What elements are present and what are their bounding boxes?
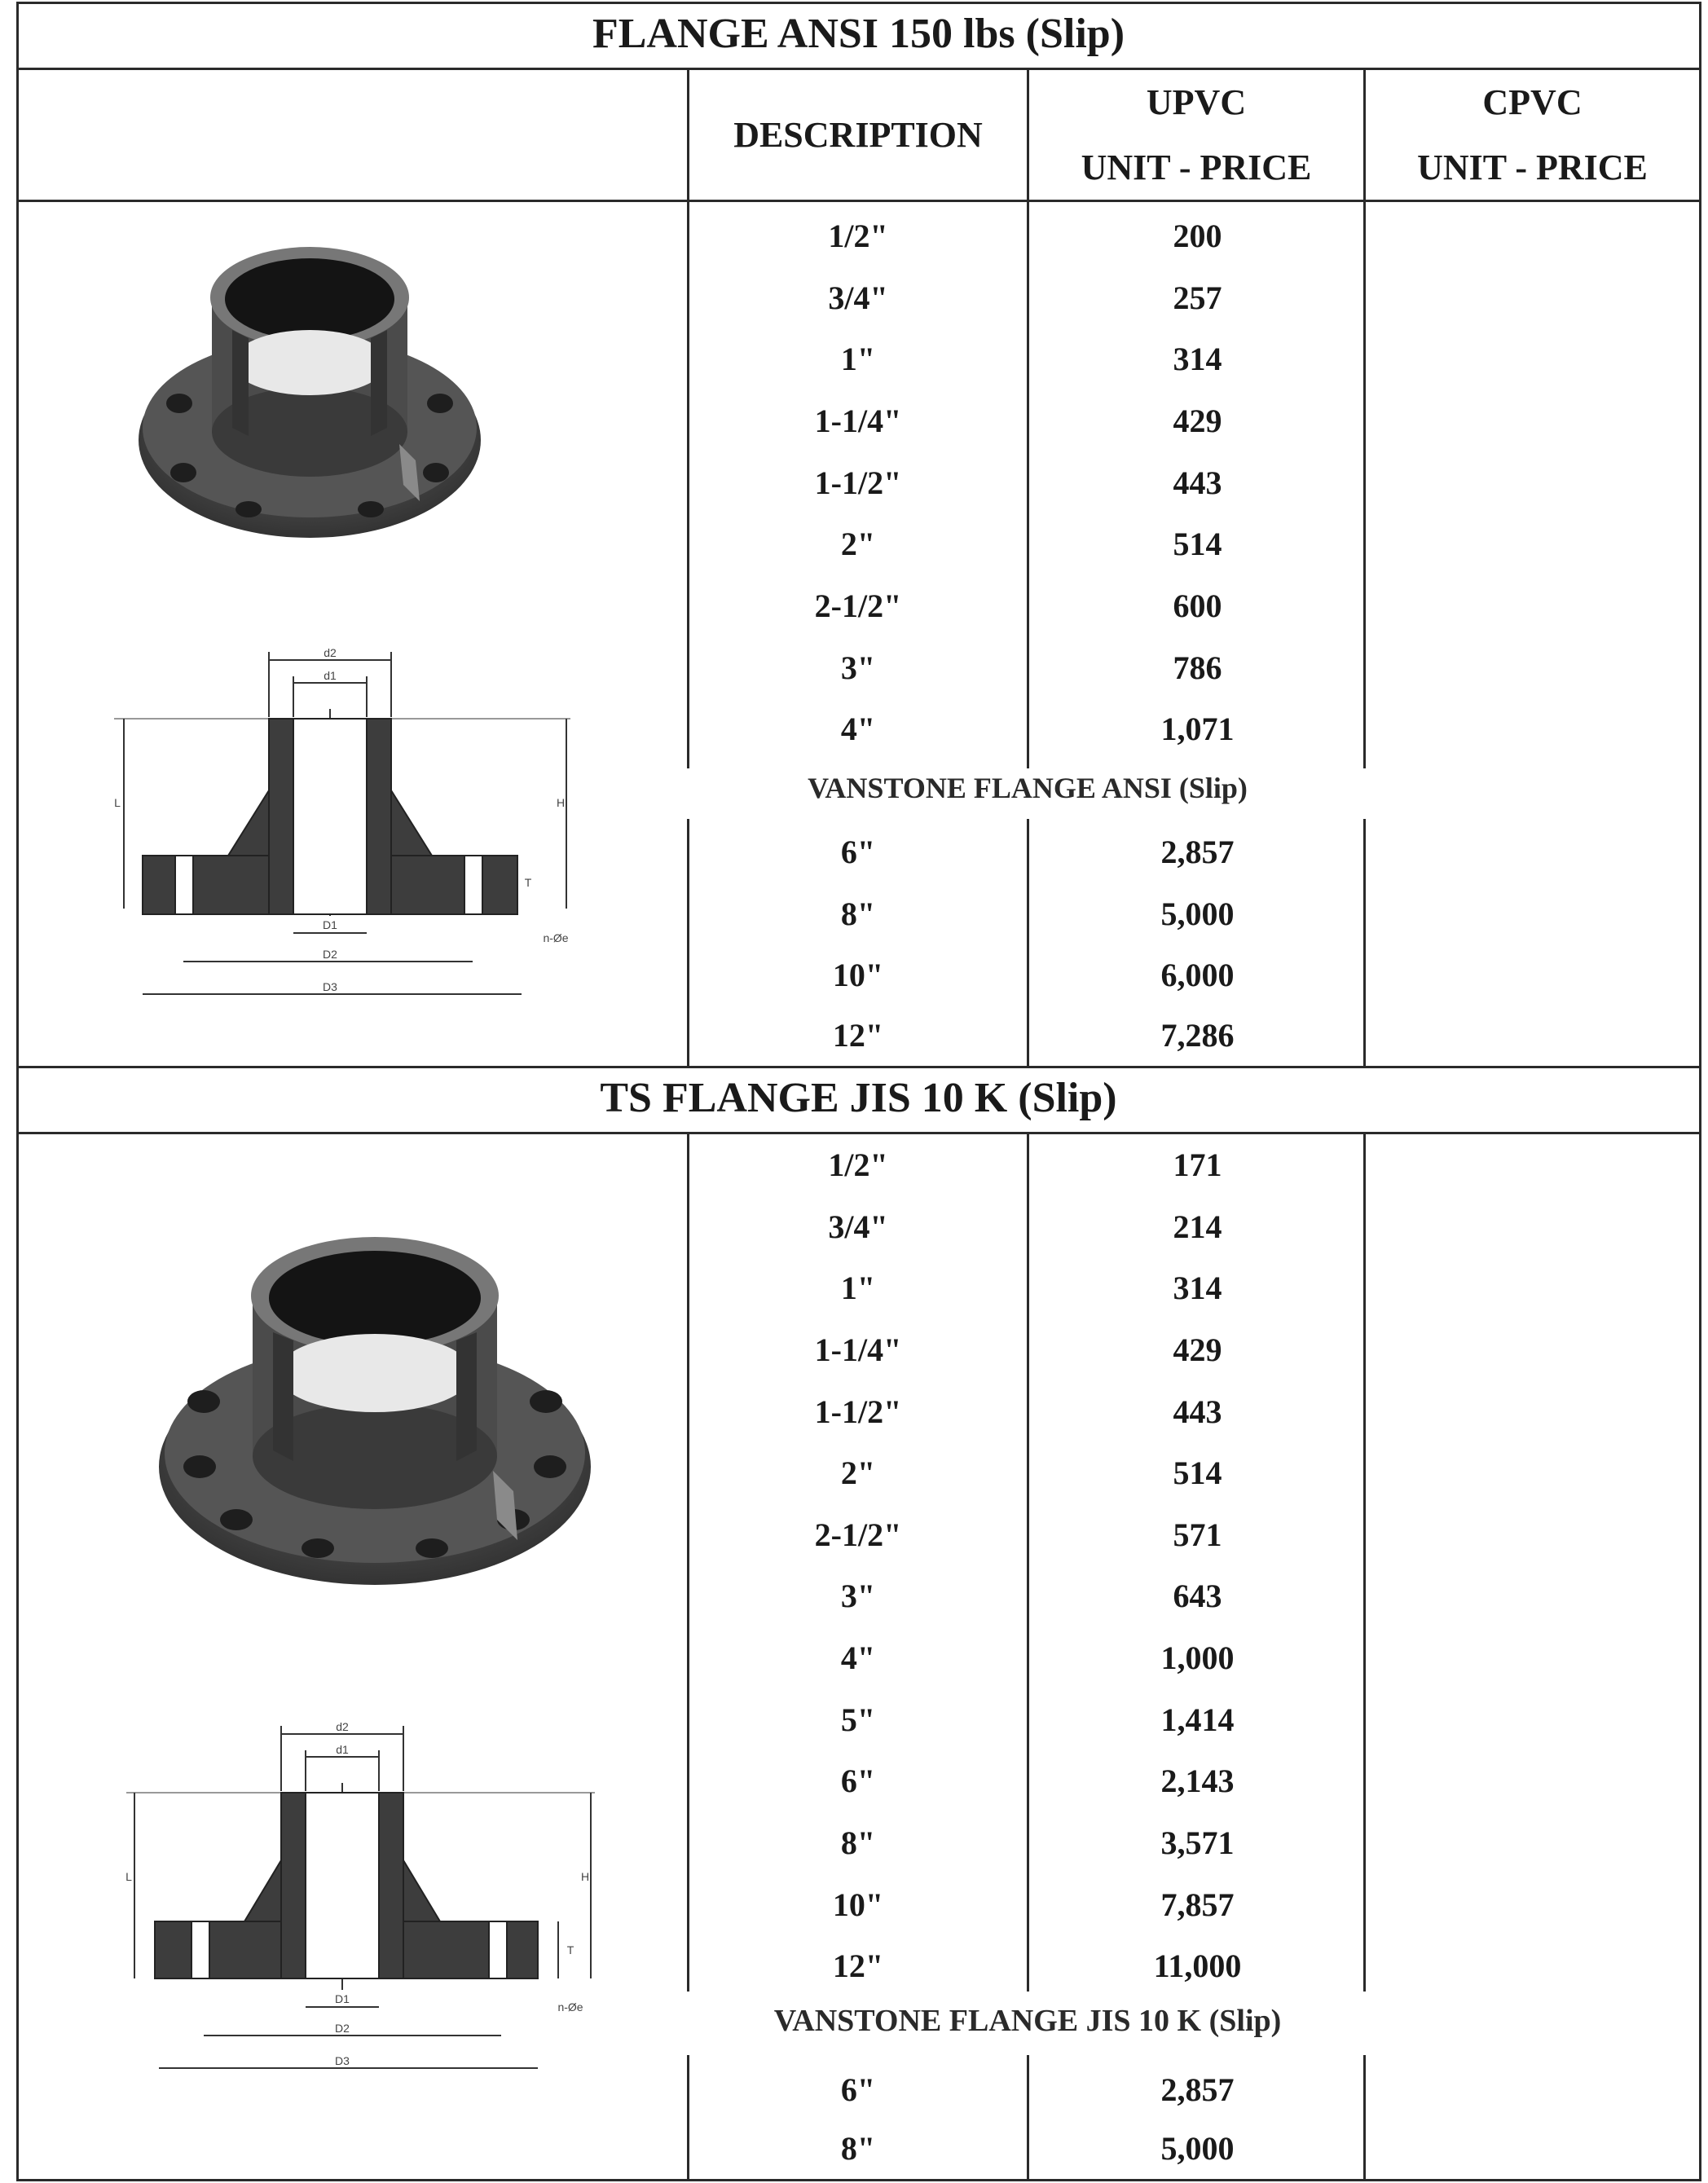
row-upvc-price: 7,857	[1160, 1886, 1235, 1923]
row-desc: 1"	[840, 1270, 876, 1306]
right-border	[1699, 2, 1701, 2181]
row-upvc-price: 571	[1173, 1516, 1222, 1553]
dim-label-L: L	[125, 1870, 132, 1883]
row-desc: 4"	[840, 1639, 876, 1676]
row-upvc-price: 6,000	[1160, 957, 1235, 993]
row-desc: 4"	[840, 711, 876, 747]
flange-technical-drawing	[98, 644, 587, 1002]
row-desc: 3/4"	[828, 1208, 888, 1245]
row-desc: 1-1/4"	[814, 403, 902, 439]
row-desc: 1-1/4"	[814, 1331, 902, 1368]
flange-technical-drawing	[114, 1718, 603, 2076]
dim-label-D3: D3	[335, 2054, 350, 2067]
cpvc-unit-price-header: UNIT - PRICE	[1417, 147, 1648, 187]
row-upvc-price: 214	[1173, 1208, 1222, 1245]
dim-label-holes: n-Øe	[543, 931, 569, 944]
vanstone-subheading: VANSTONE FLANGE ANSI (Slip)	[808, 772, 1248, 804]
upvc-unit-price-header: UNIT - PRICE	[1081, 147, 1312, 187]
row-desc: 8"	[840, 2130, 876, 2167]
dim-label-T: T	[524, 876, 532, 889]
row-upvc-price: 314	[1173, 341, 1222, 377]
row-upvc-price: 1,000	[1160, 1639, 1235, 1676]
row-desc: 2"	[840, 1455, 876, 1491]
row-upvc-price: 1,414	[1160, 1701, 1235, 1738]
dim-label-D2: D2	[335, 2022, 350, 2035]
description-header: DESCRIPTION	[733, 115, 983, 155]
dim-label-D2: D2	[323, 948, 337, 961]
row-upvc-price: 514	[1173, 526, 1222, 562]
dim-label-D1: D1	[335, 1992, 350, 2005]
row-desc: 3"	[840, 649, 876, 686]
row-upvc-price: 429	[1173, 403, 1222, 439]
row-desc: 12"	[832, 1017, 884, 1054]
dim-label-L: L	[114, 796, 121, 809]
section2-title: TS FLANGE JIS 10 K (Slip)	[600, 1075, 1117, 1121]
dim-label-d2: d2	[336, 1720, 349, 1733]
row-upvc-price: 7,286	[1160, 1017, 1235, 1054]
row-desc: 1/2"	[828, 218, 888, 254]
vanstone-jis-subheading: VANSTONE FLANGE JIS 10 K (Slip)	[773, 2004, 1282, 2038]
row-desc: 5"	[840, 1701, 876, 1738]
row-desc: 6"	[840, 2071, 876, 2108]
row-desc: 10"	[832, 957, 884, 993]
dim-label-H: H	[556, 796, 566, 809]
flange-photo	[155, 1235, 595, 1593]
row-desc: 6"	[840, 1763, 876, 1799]
top-border	[16, 2, 1701, 4]
row-upvc-price: 2,143	[1160, 1763, 1235, 1799]
dim-label-d1: d1	[324, 669, 337, 682]
row-upvc-price: 1,071	[1160, 711, 1235, 747]
dim-label-H: H	[580, 1870, 590, 1883]
header-rule	[16, 200, 1701, 202]
row-desc: 2-1/2"	[814, 588, 902, 624]
row-upvc-price: 2,857	[1160, 2071, 1235, 2108]
row-desc: 6"	[840, 834, 876, 870]
row-desc: 3/4"	[828, 279, 888, 316]
row-upvc-price: 443	[1173, 464, 1222, 501]
row-desc: 1-1/2"	[814, 464, 902, 501]
row-upvc-price: 429	[1173, 1331, 1222, 1368]
row-desc: 8"	[840, 1824, 876, 1861]
row-upvc-price: 643	[1173, 1578, 1222, 1614]
row-desc: 3"	[840, 1578, 876, 1614]
row-upvc-price: 5,000	[1160, 2130, 1235, 2167]
title-rule	[16, 68, 1701, 70]
dim-label-d1: d1	[336, 1743, 349, 1756]
row-desc: 1-1/2"	[814, 1393, 902, 1430]
row-desc: 10"	[832, 1886, 884, 1923]
row-upvc-price: 443	[1173, 1393, 1222, 1430]
upvc-header: UPVC	[1146, 82, 1247, 122]
row-desc: 1"	[840, 341, 876, 377]
dim-label-T: T	[566, 1943, 574, 1956]
row-upvc-price: 3,571	[1160, 1824, 1235, 1861]
dim-label-holes: n-Øe	[557, 2000, 583, 2014]
row-desc: 12"	[832, 1948, 884, 1984]
row-upvc-price: 257	[1173, 279, 1222, 316]
row-upvc-price: 5,000	[1160, 896, 1235, 932]
section1-title: FLANGE ANSI 150 lbs (Slip)	[592, 11, 1125, 57]
dim-label-D3: D3	[323, 980, 337, 993]
dim-label-d2: d2	[324, 646, 337, 659]
row-desc: 2-1/2"	[814, 1516, 902, 1553]
row-desc: 2"	[840, 526, 876, 562]
row-upvc-price: 600	[1173, 588, 1222, 624]
row-upvc-price: 786	[1173, 649, 1222, 686]
row-upvc-price: 514	[1173, 1455, 1222, 1491]
row-upvc-price: 200	[1173, 218, 1222, 254]
flange-photo	[134, 240, 485, 550]
dim-label-D1: D1	[323, 918, 337, 931]
row-desc: 8"	[840, 896, 876, 932]
row-upvc-price: 314	[1173, 1270, 1222, 1306]
row-desc: 1/2"	[828, 1147, 888, 1183]
cpvc-header: CPVC	[1482, 82, 1583, 122]
row-upvc-price: 2,857	[1160, 834, 1235, 870]
row-upvc-price: 11,000	[1153, 1948, 1242, 1984]
row-upvc-price: 171	[1173, 1147, 1222, 1183]
